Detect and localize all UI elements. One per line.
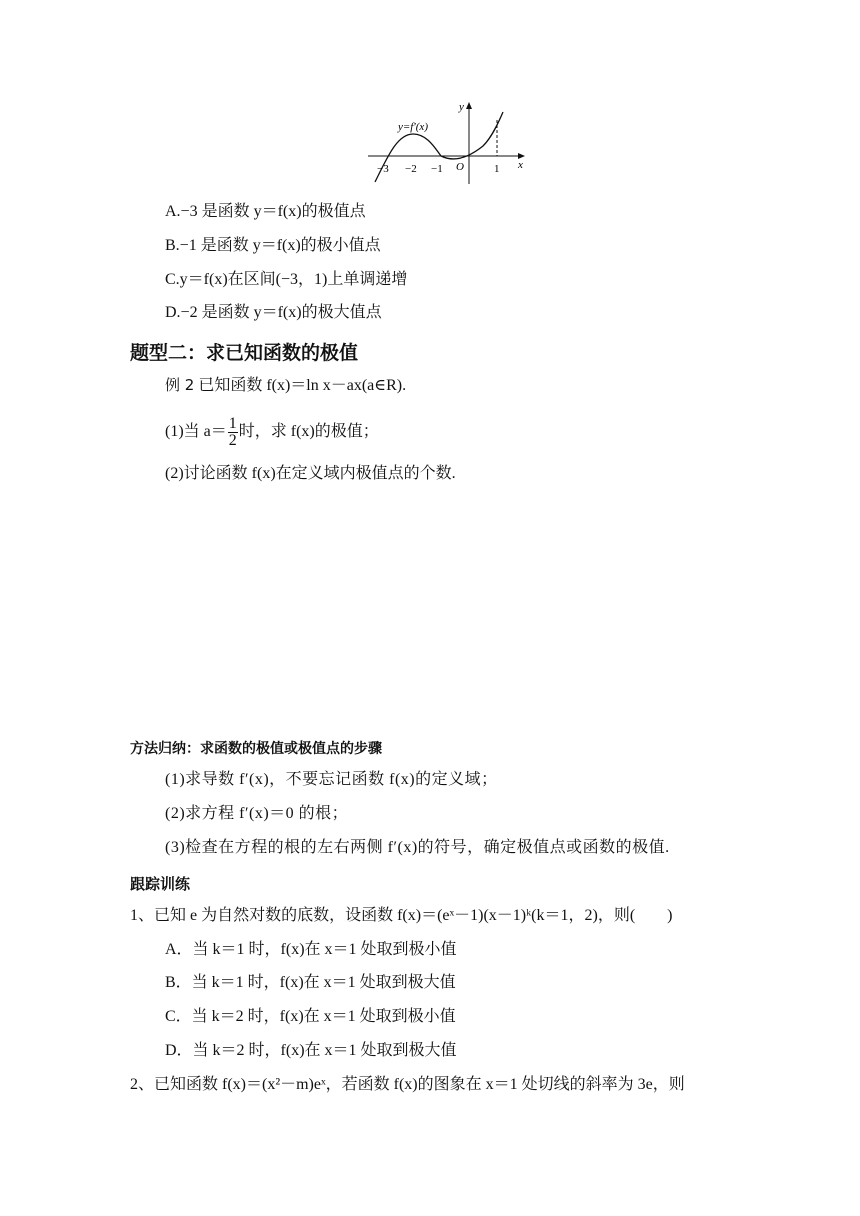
y-axis-arrow-icon bbox=[466, 102, 472, 109]
example-text: 已知函数 f(x)＝ln x－ax(a∈R). bbox=[198, 377, 407, 394]
option-b: B.−1 是函数 y＝f(x)的极小值点 bbox=[165, 237, 381, 254]
fraction-numerator: 1 bbox=[228, 414, 237, 432]
example-part1 bbox=[165, 412, 379, 452]
option-a: A.−3 是函数 y＝f(x)的极值点 bbox=[165, 203, 366, 220]
method-title: 方法归纳：求函数的极值或极值点的步骤 bbox=[130, 741, 382, 757]
tick-label: 1 bbox=[494, 163, 500, 175]
practice-question-2: 2、已知函数 f(x)＝(x²－m)eˣ，若函数 f(x)的图象在 x＝1 处切线的斜率为 3e，则 bbox=[130, 1076, 685, 1093]
fraction bbox=[228, 416, 238, 449]
tick-label: −2 bbox=[405, 163, 417, 175]
fraction-denominator: 2 bbox=[228, 431, 237, 449]
tick-label: −3 bbox=[377, 163, 389, 175]
y-axis-label: y bbox=[459, 101, 464, 113]
option-c: C.y＝f(x)在区间(−3，1)上单调递增 bbox=[165, 271, 408, 288]
practice-question-1: 1、已知 e 为自然对数的底数，设函数 f(x)＝(eˣ－1)(x－1)ᵏ(k＝1，2)，则( ) bbox=[130, 907, 673, 924]
tick-label: −1 bbox=[431, 163, 443, 175]
origin-label: O bbox=[456, 161, 464, 173]
example-statement bbox=[165, 375, 406, 396]
curve-label: y=f′(x) bbox=[398, 121, 428, 133]
practice-title: 跟踪训练 bbox=[130, 875, 191, 893]
section-title: 题型二：求已知函数的极值 bbox=[130, 342, 359, 364]
derivative-graph bbox=[365, 98, 535, 188]
x-axis-label: x bbox=[518, 159, 523, 171]
practice-option-a: A．当 k＝1 时，f(x)在 x＝1 处取到极小值 bbox=[165, 941, 457, 958]
practice-option-d: D．当 k＝2 时，f(x)在 x＝1 处取到极大值 bbox=[165, 1042, 457, 1059]
option-d: D.−2 是函数 y＝f(x)的极大值点 bbox=[165, 304, 382, 321]
method-step-2: (2)求方程 f′(x)＝0 的根； bbox=[165, 805, 349, 822]
part1-suffix: 时，求 f(x)的极值； bbox=[238, 423, 379, 440]
method-step-3: (3)检查在方程的根的左右两侧 f′(x)的符号，确定极值点或函数的极值. bbox=[165, 839, 670, 856]
example-label: 例 2 bbox=[165, 376, 195, 394]
example-part2: (2)讨论函数 f(x)在定义域内极值点的个数. bbox=[165, 465, 456, 482]
practice-option-c: C．当 k＝2 时，f(x)在 x＝1 处取到极小值 bbox=[165, 1008, 456, 1025]
method-step-1: (1)求导数 f′(x)，不要忘记函数 f(x)的定义域； bbox=[165, 771, 498, 788]
practice-option-b: B．当 k＝1 时，f(x)在 x＝1 处取到极大值 bbox=[165, 974, 456, 991]
part1-prefix: (1)当 a＝ bbox=[165, 423, 227, 440]
